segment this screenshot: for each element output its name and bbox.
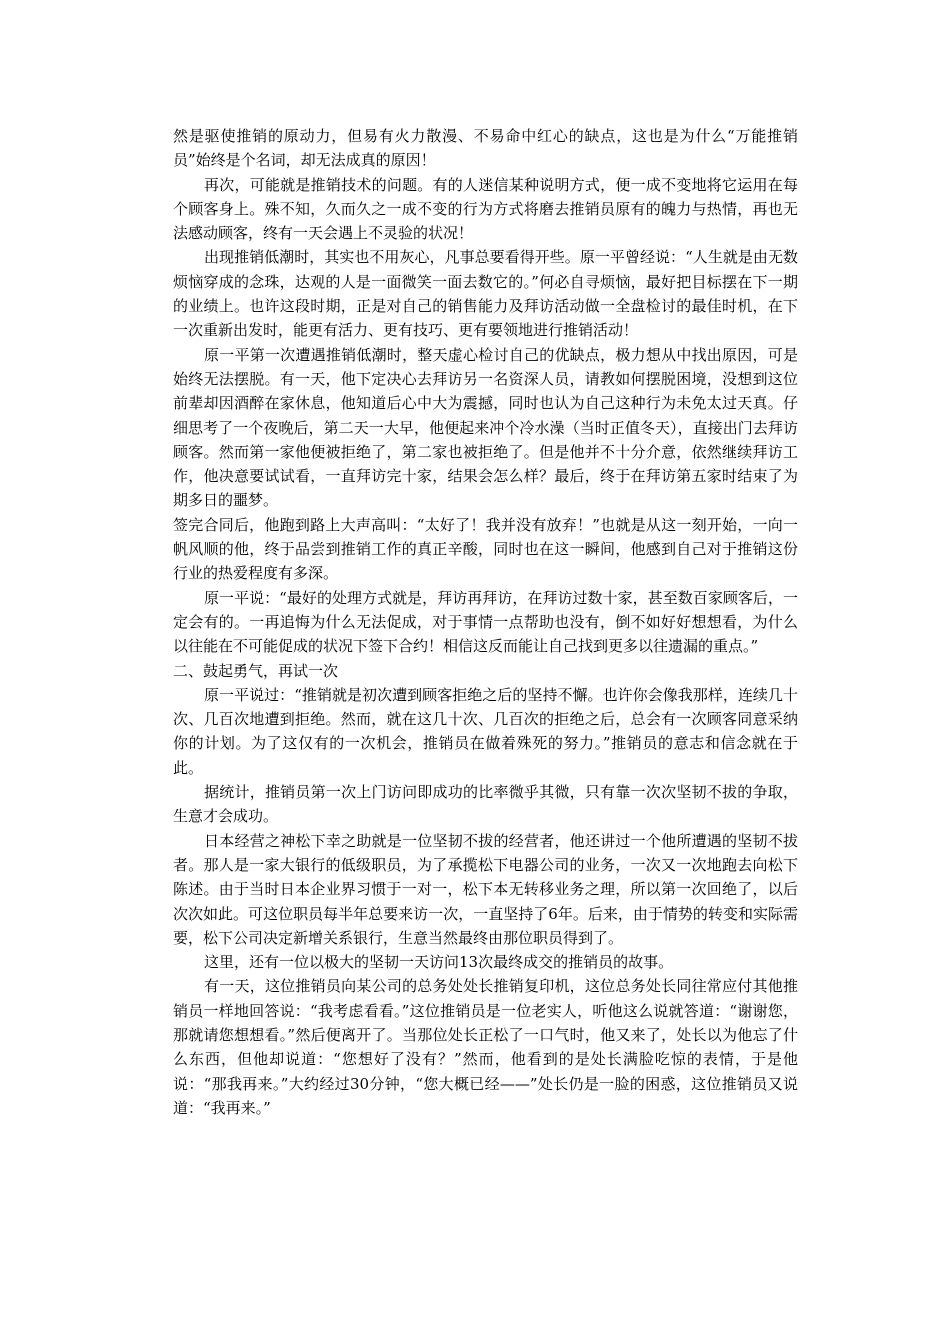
- document-body: [173, 124, 798, 1120]
- paragraph: 签完合同后，他跑到路上大声高叫：“太好了！我并没有放弃！”也就是从这一刻开始，一向一帆风顺的他，终于品尝到推销工作的真正辛酸，同时也在这一瞬间，他感到自己对于推销这份行业的热爱程度有多深。: [173, 515, 798, 583]
- paragraph: 原一平说过：“推销就是初次遭到顾客拒绝之后的坚持不懈。也许你会像我那样，连续几十次、几百次地遭到拒绝。然而，就在这几十次、几百次的拒绝之后，总会有一次顾客同意采纳你的计划。为了这仅有的一次机会，推销员在做着殊死的努力。”推销员的意志和信念就在于此。: [173, 685, 798, 777]
- paragraph: 有一天，这位推销员向某公司的总务处处长推销复印机，这位总务处长同往常应付其他推销员一样地回答说：“我考虑看看。”这位推销员是一位老实人，听他这么说就答道：“谢谢您，那就请您想想看。”然后便离开了。当那位处长正松了一口气时，他又来了，处长以为他忘了什么东西，但他却说道：“您想好了没有？”然而，他看到的是处长满脸吃惊的表情，于是他说：“那我再来。”大约经过30分钟，“您大概已经——”处长仍是一脸的困惑，这位推销员又说道：“我再来。”: [173, 977, 798, 1117]
- paragraph: 再次，可能就是推销技术的问题。有的人迷信某种说明方式，便一成不变地将它运用在每个顾客身上。殊不知，久而久之一成不变的行为方式将磨去推销员原有的魄力与热情，再也无法感动顾客，终有一天会遇上不灵验的状况！: [173, 175, 798, 243]
- paragraph: 出现推销低潮时，其实也不用灰心，凡事总要看得开些。原一平曾经说：“人生就是由无数烦恼穿成的念珠，达观的人是一面微笑一面去数它的。”何必自寻烦恼，最好把目标摆在下一期的业绩上。也许这段时期，正是对自己的销售能力及拜访活动做一全盘检讨的最佳时机，在下一次重新出发时，能更有活力、更有技巧、更有要领地进行推销活动！: [173, 248, 798, 340]
- paragraph: 原一平说：“最好的处理方式就是，拜访再拜访，在拜访过数十家，甚至数百家顾客后，一定会有的。一再追悔为什么无法促成，对于事情一点帮助也没有，倒不如好好想想看，为什么以往能在不可能促成的状况下签下合约！相信这反而能让自己找到更多以往遗漏的重点。”: [173, 588, 798, 656]
- section-heading: 二、鼓起勇气，再试一次: [173, 661, 339, 680]
- paragraph: 原一平第一次遭遇推销低潮时，整天虚心检讨自己的优缺点，极力想从中找出原因，可是始终无法摆脱。有一天，他下定决心去拜访另一名资深人员，请教如何摆脱困境，没想到这位前辈却因酒醉在家休息，他知道后心中大为震撼，同时也认为自己这种行为未免太过天真。仔细思考了一个夜晚后，第二天一大早，他便起来冲个冷水澡（当时正值冬天），直接出门去拜访顾客。然而第一家他便被拒绝了，第二家也被拒绝了。但是他并不十分介意，依然继续拜访工作，他决意要试试看，一直拜访完十家，结果会怎么样？最后，终于在拜访第五家时结束了为期多日的噩梦。: [173, 345, 798, 510]
- paragraph: 日本经营之神松下幸之助就是一位坚韧不拔的经营者，他还讲过一个他所遭遇的坚韧不拔者。那人是一家大银行的低级职员，为了承揽松下电器公司的业务，一次又一次地跑去向松下陈述。由于当时日本企业界习惯于一对一，松下本无转移业务之理，所以第一次回绝了，以后次次如此。可这位职员每半年总要来访一次，一直坚持了6年。后来，由于情势的转变和实际需要，松下公司决定新增关系银行，生意当然最终由那位职员得到了。: [173, 831, 798, 947]
- paragraph: 然是驱使推销的原动力，但易有火力散漫、不易命中红心的缺点，这也是为什么“万能推销员”始终是个名词，却无法成真的原因！: [173, 127, 798, 170]
- paragraph: 据统计，推销员第一次上门访问即成功的比率微乎其微，只有靠一次次坚韧不拔的争取，生意才会成功。: [173, 783, 798, 826]
- paragraph: 这里，还有一位以极大的坚韧一天访问13次最终成交的推销员的故事。: [204, 953, 674, 972]
